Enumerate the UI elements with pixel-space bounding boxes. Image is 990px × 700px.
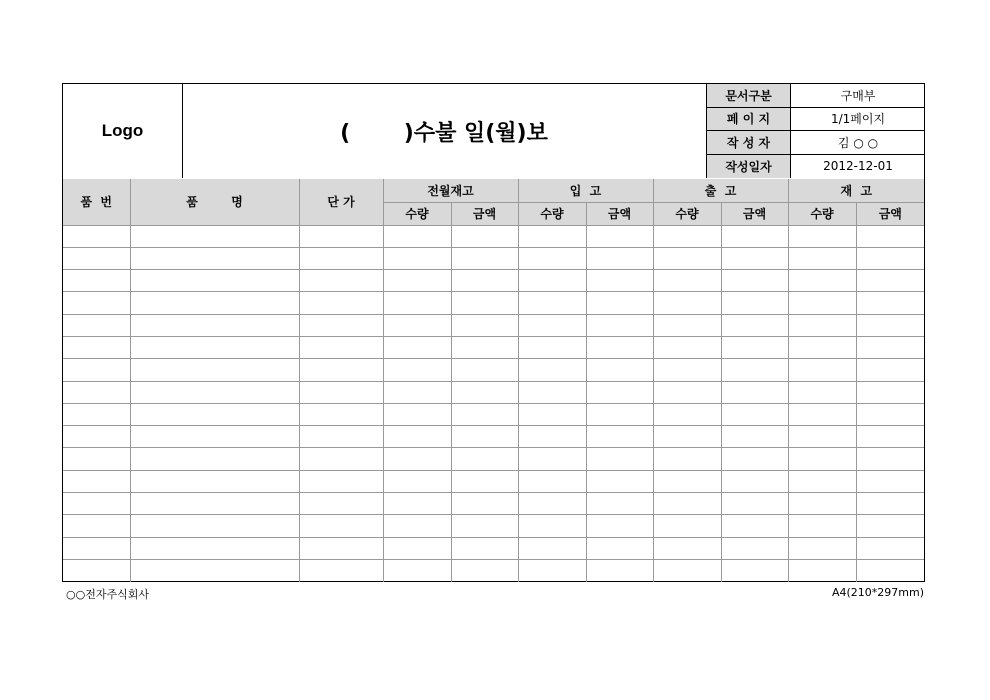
table-cell[interactable]	[299, 270, 383, 292]
header-qty: 수량	[518, 202, 586, 225]
table-cell[interactable]	[383, 359, 451, 381]
table-cell[interactable]	[856, 292, 924, 314]
info-row-page	[707, 108, 925, 132]
table-cell[interactable]	[451, 426, 518, 448]
table-cell[interactable]	[63, 559, 130, 581]
table-cell[interactable]	[788, 537, 856, 559]
table-cell[interactable]	[586, 559, 653, 581]
table-cell[interactable]	[299, 225, 383, 247]
header-item-no: 품 번	[63, 179, 130, 225]
table-cell[interactable]	[299, 336, 383, 358]
table-cell[interactable]	[299, 515, 383, 537]
header-receipt: 입 고	[518, 179, 653, 202]
table-cell[interactable]	[653, 515, 721, 537]
table-cell[interactable]	[130, 470, 299, 492]
table-cell[interactable]	[586, 426, 653, 448]
table-cell[interactable]	[721, 515, 788, 537]
table-cell[interactable]	[788, 225, 856, 247]
info-row-author	[707, 131, 925, 155]
header-amount: 금액	[721, 202, 788, 225]
table-cell[interactable]	[788, 559, 856, 581]
table-cell[interactable]	[653, 537, 721, 559]
paper-size: A4(210*297mm)	[831, 586, 924, 599]
table-cell[interactable]	[130, 247, 299, 269]
header-qty: 수량	[383, 202, 451, 225]
table-cell[interactable]	[451, 225, 518, 247]
table-cell[interactable]	[130, 359, 299, 381]
table-cell[interactable]	[63, 292, 130, 314]
table-cell[interactable]	[653, 336, 721, 358]
header-amount: 금액	[856, 202, 924, 225]
table-cell[interactable]	[518, 426, 586, 448]
table-cell[interactable]	[299, 403, 383, 425]
table-cell[interactable]	[788, 381, 856, 403]
info-box	[706, 84, 925, 178]
table-cell[interactable]	[856, 336, 924, 358]
table-cell[interactable]	[653, 403, 721, 425]
table-cell[interactable]	[130, 381, 299, 403]
document-title: ( )수불 일(월)보	[340, 120, 548, 146]
table-row	[63, 493, 924, 515]
table-cell[interactable]	[451, 537, 518, 559]
info-value: 김 ○ ○	[837, 135, 879, 150]
table-cell[interactable]	[63, 493, 130, 515]
table-cell[interactable]	[788, 247, 856, 269]
table-cell[interactable]	[451, 448, 518, 470]
table-cell[interactable]	[653, 493, 721, 515]
table-cell[interactable]	[383, 537, 451, 559]
table-cell[interactable]	[299, 426, 383, 448]
table-cell[interactable]	[856, 381, 924, 403]
info-key: 작성일자	[707, 155, 791, 179]
table-cell[interactable]	[451, 292, 518, 314]
table-cell[interactable]	[451, 270, 518, 292]
header-qty: 수량	[653, 202, 721, 225]
table-cell[interactable]	[383, 336, 451, 358]
table-cell[interactable]	[586, 247, 653, 269]
table-cell[interactable]	[451, 336, 518, 358]
table-cell[interactable]	[788, 426, 856, 448]
table-cell[interactable]	[130, 270, 299, 292]
table-cell[interactable]	[299, 493, 383, 515]
header-issue: 출 고	[653, 179, 788, 202]
table-cell[interactable]	[721, 403, 788, 425]
table-cell[interactable]	[63, 336, 130, 358]
table-cell[interactable]	[586, 314, 653, 336]
table-cell[interactable]	[586, 225, 653, 247]
table-cell[interactable]	[383, 426, 451, 448]
table-row	[63, 448, 924, 470]
info-value: 1/1페이지	[830, 112, 886, 127]
table-cell[interactable]	[721, 537, 788, 559]
table-row	[63, 270, 924, 292]
table-cell[interactable]	[518, 247, 586, 269]
table-cell[interactable]	[653, 359, 721, 381]
table-cell[interactable]	[383, 559, 451, 581]
table-cell[interactable]	[856, 359, 924, 381]
header-amount: 금액	[586, 202, 653, 225]
table-cell[interactable]	[518, 314, 586, 336]
table-cell[interactable]	[721, 247, 788, 269]
table-cell[interactable]	[299, 314, 383, 336]
document-header	[63, 84, 924, 180]
table-cell[interactable]	[856, 403, 924, 425]
table-cell[interactable]	[130, 559, 299, 581]
table-cell[interactable]	[451, 359, 518, 381]
table-cell[interactable]	[63, 537, 130, 559]
table-cell[interactable]	[299, 470, 383, 492]
table-cell[interactable]	[856, 559, 924, 581]
table-cell[interactable]	[130, 336, 299, 358]
table-row	[63, 515, 924, 537]
table-cell[interactable]	[383, 403, 451, 425]
table-cell[interactable]	[451, 381, 518, 403]
table-cell[interactable]	[788, 493, 856, 515]
table-cell[interactable]	[451, 470, 518, 492]
document-frame	[62, 83, 925, 582]
table-cell[interactable]	[130, 493, 299, 515]
table-cell[interactable]	[653, 292, 721, 314]
table-row	[63, 247, 924, 269]
info-value: 구매부	[840, 88, 876, 103]
table-cell[interactable]	[451, 403, 518, 425]
table-cell[interactable]	[130, 403, 299, 425]
info-row-doc-type	[707, 84, 925, 108]
table-cell[interactable]	[451, 559, 518, 581]
table-cell[interactable]	[63, 225, 130, 247]
table-cell[interactable]	[63, 403, 130, 425]
table-cell[interactable]	[299, 381, 383, 403]
table-cell[interactable]	[383, 493, 451, 515]
table-row	[63, 426, 924, 448]
table-cell[interactable]	[518, 270, 586, 292]
table-cell[interactable]	[856, 314, 924, 336]
inventory-table	[63, 179, 924, 582]
table-cell[interactable]	[63, 515, 130, 537]
table-cell[interactable]	[788, 270, 856, 292]
table-cell[interactable]	[721, 381, 788, 403]
table-cell[interactable]	[653, 559, 721, 581]
table-cell[interactable]	[518, 359, 586, 381]
table-cell[interactable]	[299, 537, 383, 559]
table-cell[interactable]	[856, 470, 924, 492]
table-cell[interactable]	[788, 470, 856, 492]
table-cell[interactable]	[383, 448, 451, 470]
table-row	[63, 359, 924, 381]
table-cell[interactable]	[788, 515, 856, 537]
header-stock: 재 고	[788, 179, 924, 202]
table-row	[63, 537, 924, 559]
table-cell[interactable]	[721, 225, 788, 247]
table-cell[interactable]	[383, 515, 451, 537]
table-cell[interactable]	[721, 359, 788, 381]
logo: Logo	[63, 84, 183, 178]
table-cell[interactable]	[518, 515, 586, 537]
table-cell[interactable]	[63, 381, 130, 403]
table-cell[interactable]	[383, 247, 451, 269]
table-cell[interactable]	[383, 470, 451, 492]
company-name: ○○전자주식회사	[66, 588, 149, 601]
table-cell[interactable]	[856, 515, 924, 537]
info-key: 페 이 지	[707, 108, 791, 131]
table-cell[interactable]	[788, 359, 856, 381]
table-cell[interactable]	[586, 336, 653, 358]
table-cell[interactable]	[299, 247, 383, 269]
table-cell[interactable]	[518, 448, 586, 470]
table-cell[interactable]	[451, 493, 518, 515]
header-amount: 금액	[451, 202, 518, 225]
header-item-name: 품 명	[130, 179, 299, 225]
table-cell[interactable]	[653, 247, 721, 269]
table-row	[63, 314, 924, 336]
header-unit-price: 단 가	[299, 179, 383, 225]
table-row	[63, 336, 924, 358]
table-cell[interactable]	[130, 314, 299, 336]
table-cell[interactable]	[721, 559, 788, 581]
table-cell[interactable]	[130, 225, 299, 247]
table-cell[interactable]	[130, 292, 299, 314]
table-row	[63, 559, 924, 581]
table-cell[interactable]	[788, 403, 856, 425]
table-cell[interactable]	[451, 314, 518, 336]
table-cell[interactable]	[518, 225, 586, 247]
table-cell[interactable]	[63, 359, 130, 381]
header-prev-stock: 전월재고	[383, 179, 518, 202]
table-cell[interactable]	[130, 537, 299, 559]
table-cell[interactable]	[63, 448, 130, 470]
table-cell[interactable]	[586, 515, 653, 537]
table-cell[interactable]	[130, 426, 299, 448]
table-cell[interactable]	[653, 426, 721, 448]
table-cell[interactable]	[721, 292, 788, 314]
table-cell[interactable]	[653, 270, 721, 292]
table-cell[interactable]	[586, 292, 653, 314]
table-cell[interactable]	[721, 314, 788, 336]
table-cell[interactable]	[586, 448, 653, 470]
table-cell[interactable]	[653, 314, 721, 336]
info-row-date	[707, 155, 925, 179]
table-cell[interactable]	[586, 359, 653, 381]
header-qty: 수량	[788, 202, 856, 225]
table-cell[interactable]	[383, 314, 451, 336]
table-cell[interactable]	[518, 381, 586, 403]
table-cell[interactable]	[63, 314, 130, 336]
table-row	[63, 292, 924, 314]
table-cell[interactable]	[721, 336, 788, 358]
table-cell[interactable]	[856, 270, 924, 292]
table-cell[interactable]	[653, 381, 721, 403]
table-cell[interactable]	[586, 381, 653, 403]
table-cell[interactable]	[518, 493, 586, 515]
table-cell[interactable]	[383, 381, 451, 403]
table-cell[interactable]	[63, 270, 130, 292]
table-cell[interactable]	[788, 314, 856, 336]
table-cell[interactable]	[721, 493, 788, 515]
info-key: 작 성 자	[707, 131, 791, 154]
table-cell[interactable]	[518, 336, 586, 358]
table-cell[interactable]	[788, 336, 856, 358]
table-cell[interactable]	[518, 470, 586, 492]
table-cell[interactable]	[856, 448, 924, 470]
table-cell[interactable]	[63, 247, 130, 269]
table-cell[interactable]	[299, 559, 383, 581]
table-cell[interactable]	[856, 493, 924, 515]
table-cell[interactable]	[518, 537, 586, 559]
table-cell[interactable]	[856, 426, 924, 448]
table-cell[interactable]	[299, 292, 383, 314]
table-cell[interactable]	[518, 292, 586, 314]
table-cell[interactable]	[383, 225, 451, 247]
table-body	[63, 225, 924, 582]
table-cell[interactable]	[788, 448, 856, 470]
table-cell[interactable]	[586, 493, 653, 515]
table-cell[interactable]	[383, 292, 451, 314]
table-cell[interactable]	[299, 448, 383, 470]
table-row	[63, 381, 924, 403]
table-row	[63, 403, 924, 425]
table-cell[interactable]	[586, 270, 653, 292]
table-cell[interactable]	[721, 448, 788, 470]
table-cell[interactable]	[788, 292, 856, 314]
table-cell[interactable]	[721, 426, 788, 448]
table-cell[interactable]	[856, 247, 924, 269]
table-cell[interactable]	[299, 359, 383, 381]
table-cell[interactable]	[130, 448, 299, 470]
table-cell[interactable]	[653, 448, 721, 470]
table-cell[interactable]	[721, 470, 788, 492]
info-key: 문서구분	[707, 84, 791, 107]
table-cell[interactable]	[451, 247, 518, 269]
table-cell[interactable]	[586, 470, 653, 492]
table-cell[interactable]	[653, 470, 721, 492]
table-row	[63, 225, 924, 247]
table-cell[interactable]	[586, 403, 653, 425]
table-cell[interactable]	[721, 270, 788, 292]
table-cell[interactable]	[856, 225, 924, 247]
table-cell[interactable]	[856, 537, 924, 559]
table-cell[interactable]	[518, 559, 586, 581]
table-cell[interactable]	[653, 225, 721, 247]
table-row	[63, 470, 924, 492]
table-cell[interactable]	[586, 537, 653, 559]
table-cell[interactable]	[518, 403, 586, 425]
table-cell[interactable]	[451, 515, 518, 537]
info-value: 2012-12-01	[823, 159, 893, 174]
table-cell[interactable]	[383, 270, 451, 292]
table-cell[interactable]	[130, 515, 299, 537]
table-cell[interactable]	[63, 470, 130, 492]
table-cell[interactable]	[63, 426, 130, 448]
